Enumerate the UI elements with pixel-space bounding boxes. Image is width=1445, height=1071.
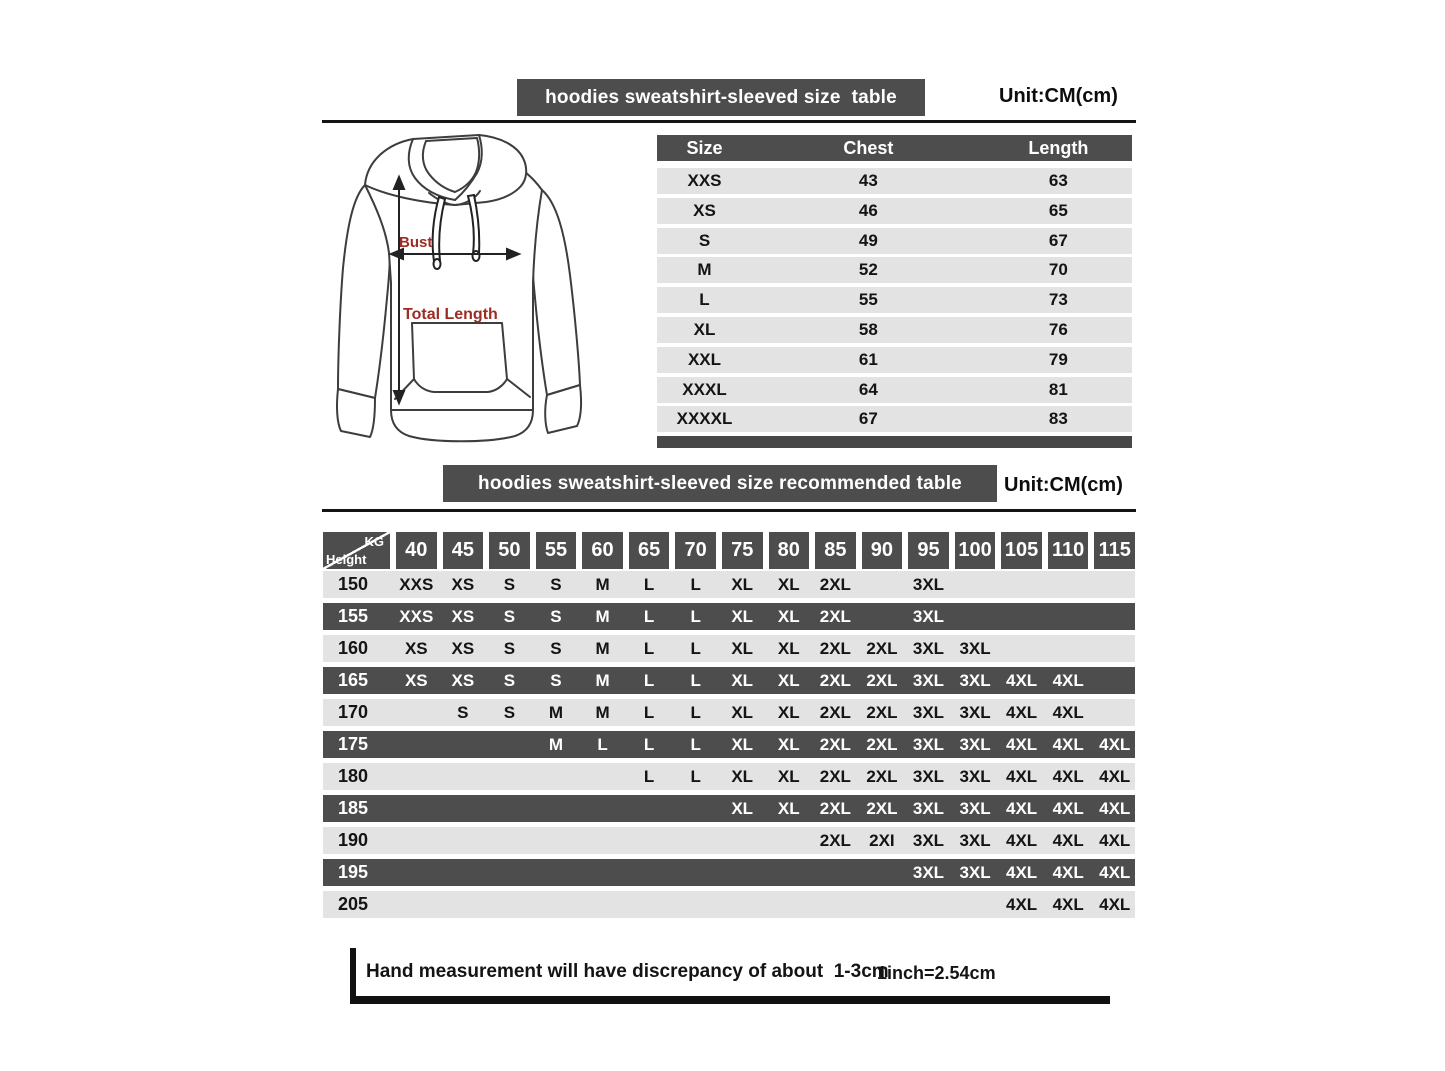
recommended-size-cell: 4XL	[1099, 799, 1131, 818]
size-table-cell: 70	[1048, 260, 1068, 280]
recommended-size-cell: XL	[731, 735, 754, 754]
recommended-size-cell	[769, 859, 810, 886]
section1-title: hoodies sweatshirt-sleeved size table	[545, 86, 897, 108]
recommended-size-cell: XL	[777, 671, 800, 690]
recommended-row-170	[323, 699, 1135, 726]
recommended-size-cell	[629, 827, 670, 854]
recommended-size-cell: 2XL	[819, 607, 851, 626]
recommended-size-cell	[862, 571, 903, 598]
size-table-cell: XL	[693, 319, 716, 339]
recommended-size-cell: XL	[731, 703, 754, 722]
recommended-size-cell: L	[643, 639, 655, 658]
size-table-row	[657, 257, 1132, 283]
size-table-cell: 65	[1048, 200, 1068, 220]
size-table-cell: 76	[1048, 319, 1068, 339]
recommended-size-cell: 4XL	[1052, 799, 1084, 818]
recommended-size-cell: S	[550, 671, 562, 690]
size-table-cell: 73	[1048, 290, 1068, 310]
recommended-size-cell: 4XL	[1006, 703, 1038, 722]
height-label: 180	[338, 766, 369, 786]
size-table-cell: 64	[858, 379, 878, 399]
recommended-size-cell: 2XL	[819, 767, 851, 786]
recommended-size-cell: 4XL	[1052, 863, 1084, 882]
hoodie-pocket	[412, 323, 507, 392]
recommended-size-cell: XL	[777, 575, 800, 594]
divider-top	[322, 120, 1136, 123]
size-table-row	[657, 347, 1132, 373]
recommended-row-175	[323, 731, 1135, 758]
size-table-cell: 83	[1048, 409, 1068, 429]
recommended-size-cell: 4XL	[1006, 799, 1038, 818]
recommended-size-cell: L	[690, 639, 701, 658]
recommended-row-180	[323, 763, 1135, 790]
recommended-size-cell	[1048, 571, 1089, 598]
recommended-size-cell: 4XL	[1006, 671, 1038, 690]
weight-column-header: 50	[489, 532, 530, 569]
recommended-row-195	[323, 859, 1135, 886]
recommended-size-cell: L	[643, 767, 655, 786]
recommended-size-cell	[1094, 699, 1135, 726]
recommended-table-header	[323, 532, 1135, 569]
recommended-size-cell	[908, 891, 949, 918]
weight-column-header: 55	[536, 532, 577, 569]
recommended-size-cell: 3XL	[912, 799, 945, 818]
recommended-size-cell	[396, 731, 437, 758]
recommended-size-cell	[675, 859, 716, 886]
recommended-size-cell: XL	[777, 639, 800, 658]
recommended-size-cell: 3XL	[912, 735, 945, 754]
recommended-size-cell: 3XL	[912, 831, 945, 850]
recommended-size-cell: L	[690, 735, 701, 754]
recommended-size-cell: L	[690, 607, 701, 626]
size-table-cell: 58	[858, 319, 878, 339]
size-table-cell: XS	[693, 200, 716, 220]
recommended-size-cell	[536, 763, 577, 790]
recommended-row-205	[323, 891, 1135, 918]
size-table-cell: 79	[1048, 349, 1068, 369]
weight-column-header: 65	[629, 532, 670, 569]
recommended-size-cell: L	[690, 671, 701, 690]
size-table-cell: XXXXL	[676, 409, 733, 429]
recommended-size-cell: XL	[731, 767, 754, 786]
recommended-size-cell: 4XL	[1006, 831, 1038, 850]
weight-column-header: 45	[443, 532, 484, 569]
recommended-size-cell	[396, 699, 437, 726]
recommended-size-cell: XL	[731, 607, 754, 626]
recommended-row-190	[323, 827, 1135, 854]
recommended-size-cell: 4XL	[1099, 831, 1131, 850]
recommended-size-cell: 4XL	[1099, 895, 1131, 914]
footer-bottom-bar	[350, 996, 1110, 1004]
recommended-size-cell	[443, 827, 484, 854]
size-table-cell: 46	[858, 200, 878, 220]
recommended-size-cell	[396, 795, 437, 822]
recommended-size-cell: L	[690, 575, 701, 594]
recommended-size-cell: 4XL	[1006, 735, 1038, 754]
recommended-size-cell	[1094, 603, 1135, 630]
recommended-size-cell	[675, 795, 716, 822]
height-label: 155	[338, 606, 369, 626]
recommended-size-cell: 3XL	[959, 799, 991, 818]
recommended-size-cell: XS	[451, 639, 475, 658]
recommended-size-cell: L	[597, 735, 608, 754]
size-table-row	[657, 287, 1132, 313]
recommended-size-cell: 2XL	[866, 735, 898, 754]
recommended-row-185	[323, 795, 1135, 822]
recommended-size-cell: 4XL	[1052, 703, 1084, 722]
recommended-size-cell: 2XL	[866, 639, 898, 658]
recommended-size-cell	[396, 827, 437, 854]
recommended-size-cell	[862, 859, 903, 886]
measurement-note: Hand measurement will have discrepancy of about 1-3cm	[366, 961, 889, 982]
recommended-size-cell: 3XL	[912, 863, 945, 882]
recommended-size-cell: 4XL	[1052, 831, 1084, 850]
recommended-size-cell: L	[643, 703, 655, 722]
recommended-size-cell: 2XL	[819, 703, 851, 722]
weight-column-header: 40	[396, 532, 437, 569]
recommended-size-cell: L	[643, 671, 655, 690]
recommended-size-cell	[862, 603, 903, 630]
size-table-cell: L	[699, 290, 710, 310]
recommended-size-cell	[675, 827, 716, 854]
recommended-size-cell	[629, 859, 670, 886]
recommended-size-cell: 2XL	[819, 639, 851, 658]
recommended-size-cell: M	[595, 703, 610, 722]
kg-height-corner-cell	[323, 532, 390, 569]
recommended-size-cell: XL	[731, 671, 754, 690]
size-table-cell: XXS	[687, 171, 722, 190]
recommended-size-cell: M	[595, 575, 610, 594]
height-label: 205	[338, 894, 369, 914]
recommended-size-cell	[1001, 603, 1042, 630]
drawstring-left-tip	[434, 259, 441, 269]
recommended-row-165	[323, 667, 1135, 694]
size-table-row	[657, 317, 1132, 343]
recommended-size-cell	[722, 859, 763, 886]
recommended-size-cell	[489, 891, 530, 918]
recommended-size-cell	[443, 731, 484, 758]
recommended-size-cell: L	[643, 575, 655, 594]
recommended-size-cell	[722, 891, 763, 918]
recommended-size-cell	[862, 891, 903, 918]
section2-unit-label: Unit:CM(cm)	[1004, 474, 1123, 496]
recommended-size-cell: 3XL	[912, 607, 945, 626]
recommended-size-cell: S	[503, 575, 516, 594]
recommended-size-cell	[489, 763, 530, 790]
weight-column-header: 90	[862, 532, 903, 569]
recommended-size-cell: 3XL	[959, 671, 991, 690]
kg-label: KG	[364, 534, 384, 549]
recommended-row-160	[323, 635, 1135, 662]
size-column-header: Size	[686, 138, 723, 158]
recommended-size-cell: 4XL	[1006, 895, 1038, 914]
recommended-size-cell: 4XL	[1052, 671, 1084, 690]
size-table-cell: S	[698, 230, 711, 250]
recommended-size-cell: S	[550, 639, 562, 658]
recommended-size-cell	[722, 827, 763, 854]
size-table	[657, 135, 1132, 448]
recommended-size-cell	[1094, 635, 1135, 662]
total-length-label: Total Length	[403, 306, 498, 323]
recommended-size-cell	[396, 891, 437, 918]
weight-column-header: 60	[582, 532, 623, 569]
recommended-size-cell	[769, 827, 810, 854]
hoodie-measurement-diagram	[333, 133, 653, 458]
recommended-size-cell: XS	[451, 575, 475, 594]
recommended-size-cell: 4XL	[1052, 895, 1084, 914]
weight-column-header: 115	[1094, 532, 1135, 569]
recommended-size-cell: S	[503, 639, 516, 658]
recommended-size-cell	[955, 891, 996, 918]
recommended-size-cell	[1001, 635, 1042, 662]
recommended-size-cell: 3XL	[959, 863, 991, 882]
recommended-size-cell	[955, 603, 996, 630]
recommended-size-cell: 2XL	[819, 831, 851, 850]
recommended-size-cell: 3XL	[959, 831, 991, 850]
recommended-size-cell	[769, 891, 810, 918]
size-table-cell: XXL	[687, 349, 722, 369]
height-label: 160	[338, 638, 369, 658]
size-table-cell: 43	[858, 171, 878, 190]
weight-column-header: 95	[908, 532, 949, 569]
recommended-size-cell: L	[643, 607, 655, 626]
recommended-size-cell	[582, 827, 623, 854]
recommended-size-cell	[629, 891, 670, 918]
recommended-size-cell	[1094, 667, 1135, 694]
recommended-size-cell: 3XL	[912, 703, 945, 722]
bust-label: Bust	[399, 234, 433, 251]
recommended-size-cell: 3XL	[959, 735, 991, 754]
recommended-size-cell	[815, 891, 856, 918]
recommended-size-cell: 4XL	[1052, 767, 1084, 786]
recommended-size-cell: XS	[451, 671, 475, 690]
section1-unit-label: Unit:CM(cm)	[999, 85, 1118, 107]
height-label: 190	[338, 830, 369, 850]
footer-left-bar	[350, 948, 356, 1000]
recommended-size-cell: M	[548, 703, 564, 722]
recommended-size-cell	[582, 859, 623, 886]
recommended-size-cell: 4XL	[1006, 767, 1038, 786]
recommended-table-body	[323, 571, 1135, 918]
recommended-size-cell: 3XL	[959, 703, 991, 722]
recommended-size-cell: 3XL	[912, 767, 945, 786]
recommended-size-cell: S	[550, 575, 562, 594]
recommended-size-cell: 2XL	[819, 799, 851, 818]
weight-column-header: 75	[722, 532, 763, 569]
recommended-size-cell	[489, 827, 530, 854]
recommended-size-cell	[443, 859, 484, 886]
recommended-row-150	[323, 571, 1135, 598]
recommended-row-155	[323, 603, 1135, 630]
recommended-size-cell	[582, 795, 623, 822]
recommended-size-cell	[396, 763, 437, 790]
recommended-size-cell: XS	[451, 607, 475, 626]
recommended-size-cell: 2XL	[866, 799, 898, 818]
recommended-size-cell	[443, 795, 484, 822]
size-table-row	[657, 406, 1132, 432]
size-table-body	[657, 168, 1132, 432]
recommended-size-cell	[489, 795, 530, 822]
recommended-table	[323, 532, 1135, 923]
recommended-size-cell: S	[503, 703, 516, 722]
size-table-cell: 81	[1048, 379, 1068, 399]
size-table-header	[657, 135, 1132, 161]
recommended-size-cell: XL	[731, 639, 754, 658]
size-table-cell: 61	[858, 349, 878, 369]
recommended-size-cell	[443, 763, 484, 790]
recommended-size-cell: 3XL	[912, 671, 945, 690]
recommended-size-cell	[1048, 603, 1089, 630]
size-table-cell: XXXL	[682, 379, 727, 399]
recommended-size-cell: XL	[777, 767, 800, 786]
recommended-size-cell	[396, 859, 437, 886]
recommended-size-cell	[443, 891, 484, 918]
recommended-size-cell	[629, 795, 670, 822]
recommended-size-cell: XL	[777, 607, 800, 626]
height-label: 150	[338, 574, 369, 594]
recommended-size-cell: 2XL	[866, 671, 898, 690]
recommended-size-cell: 4XL	[1099, 735, 1131, 754]
recommended-size-cell: XS	[404, 671, 428, 690]
size-table-row	[657, 168, 1132, 194]
recommended-size-cell: M	[548, 735, 564, 754]
recommended-size-cell: S	[503, 671, 516, 690]
size-table-bottom-bar	[657, 436, 1132, 448]
weight-column-header: 85	[815, 532, 856, 569]
recommended-size-cell: 4XL	[1052, 735, 1084, 754]
size-table-row	[657, 377, 1132, 403]
size-table-row	[657, 228, 1132, 254]
recommended-size-cell	[582, 891, 623, 918]
recommended-size-cell: L	[643, 735, 655, 754]
recommended-size-cell	[489, 731, 530, 758]
recommended-size-cell	[536, 827, 577, 854]
recommended-size-cell: XL	[777, 735, 800, 754]
recommended-size-cell	[489, 859, 530, 886]
recommended-size-cell: XL	[777, 799, 800, 818]
recommended-size-cell: 2XL	[819, 575, 851, 594]
recommended-size-cell: 3XL	[912, 639, 945, 658]
weight-column-header: 110	[1048, 532, 1089, 569]
section2-title-bar	[443, 465, 997, 502]
length-column-header: Length	[1028, 138, 1089, 158]
recommended-size-cell: 4XL	[1099, 863, 1131, 882]
section1-title-bar	[517, 79, 925, 116]
weight-column-header: 80	[769, 532, 810, 569]
recommended-size-cell: XXS	[399, 575, 434, 594]
size-table-cell: 52	[858, 260, 878, 280]
recommended-size-cell	[675, 891, 716, 918]
height-label: 165	[338, 670, 369, 690]
height-label: 170	[338, 702, 369, 722]
height-label: 195	[338, 862, 369, 882]
recommended-size-cell: XL	[731, 799, 754, 818]
weight-column-header: 70	[675, 532, 716, 569]
recommended-size-cell: 3XL	[912, 575, 945, 594]
recommended-size-cell: 2XI	[869, 831, 895, 850]
section2-title: hoodies sweatshirt-sleeved size recommended table	[478, 472, 962, 494]
recommended-size-cell	[582, 763, 623, 790]
size-table-cell: 67	[1048, 230, 1068, 250]
recommended-size-cell: S	[503, 607, 516, 626]
recommended-size-cell: M	[595, 671, 610, 690]
recommended-size-cell: XL	[731, 575, 754, 594]
recommended-size-cell: S	[457, 703, 469, 722]
chest-column-header: Chest	[843, 138, 894, 158]
recommended-size-cell: XL	[777, 703, 800, 722]
recommended-size-cell: 4XL	[1099, 767, 1131, 786]
recommended-size-cell: M	[595, 607, 610, 626]
recommended-size-cell: 4XL	[1006, 863, 1038, 882]
recommended-size-cell	[536, 795, 577, 822]
hoodie-right-sleeve	[532, 190, 580, 395]
size-table-cell: 67	[858, 409, 878, 429]
height-label: 185	[338, 798, 369, 818]
size-table-cell: 55	[858, 290, 878, 310]
recommended-size-cell: L	[690, 767, 701, 786]
recommended-size-cell	[815, 859, 856, 886]
divider-middle	[322, 509, 1136, 512]
recommended-size-cell: L	[690, 703, 701, 722]
recommended-size-cell: XS	[404, 639, 428, 658]
recommended-size-cell	[1001, 571, 1042, 598]
inch-conversion-note: 1inch=2.54cm	[877, 963, 996, 983]
recommended-size-cell	[536, 891, 577, 918]
height-label: 175	[338, 734, 369, 754]
size-table-row	[657, 198, 1132, 224]
recommended-size-cell	[1048, 635, 1089, 662]
hoodie-hem-band	[391, 410, 533, 441]
drawstring-right-tip	[473, 251, 480, 261]
size-table-cell: 49	[858, 230, 878, 250]
recommended-size-cell: 3XL	[959, 767, 991, 786]
recommended-size-cell: 2XL	[866, 703, 898, 722]
recommended-size-cell: 2XL	[819, 671, 851, 690]
size-table-cell: 63	[1048, 171, 1068, 190]
recommended-size-cell	[1094, 571, 1135, 598]
recommended-size-cell: 3XL	[959, 639, 991, 658]
hoodie-left-cuff	[337, 389, 375, 437]
recommended-size-cell: M	[595, 639, 610, 658]
recommended-size-cell	[955, 571, 996, 598]
recommended-size-cell	[536, 859, 577, 886]
height-axis-label: Height	[326, 552, 367, 567]
weight-column-header: 100	[955, 532, 996, 569]
recommended-size-cell: XXS	[399, 607, 434, 626]
recommended-size-cell: 2XL	[819, 735, 851, 754]
weight-column-header: 105	[1001, 532, 1042, 569]
size-table-cell: M	[697, 260, 712, 280]
recommended-size-cell: S	[550, 607, 562, 626]
recommended-size-cell: 2XL	[866, 767, 898, 786]
